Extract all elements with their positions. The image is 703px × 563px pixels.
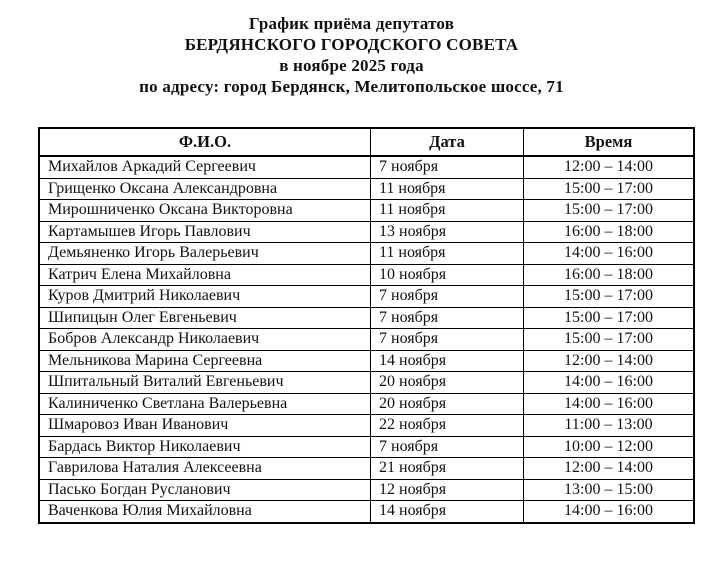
table-row — [39, 458, 694, 480]
date-cell: 7 ноября — [371, 307, 524, 329]
table-row — [39, 479, 694, 501]
title-line-4: по адресу: город Бердянск, Мелитопольское шоссе, 71 — [139, 77, 564, 96]
date-cell: 11 ноября — [371, 178, 524, 200]
title-line-3: в ноябре 2025 года — [279, 56, 424, 75]
table-row — [39, 156, 694, 178]
name-cell: Картамышев Игорь Павлович — [39, 221, 371, 243]
name-cell: Мельникова Марина Сергеевна — [39, 350, 371, 372]
time-cell: 13:00 – 15:00 — [524, 479, 695, 501]
name-cell: Бардась Виктор Николаевич — [39, 436, 371, 458]
table-row — [39, 221, 694, 243]
table-row — [39, 178, 694, 200]
name-cell: Калиниченко Светлана Валерьевна — [39, 393, 371, 415]
date-cell: 11 ноября — [371, 243, 524, 265]
header-fio: Ф.И.О. — [39, 128, 371, 156]
date-cell: 10 ноября — [371, 264, 524, 286]
header-date: Дата — [371, 128, 524, 156]
date-cell: 7 ноября — [371, 156, 524, 178]
time-cell: 16:00 – 18:00 — [524, 221, 695, 243]
date-cell: 22 ноября — [371, 415, 524, 437]
table-row — [39, 200, 694, 222]
table-row — [39, 307, 694, 329]
table-row — [39, 393, 694, 415]
name-cell: Михайлов Аркадий Сергеевич — [39, 156, 371, 178]
name-cell: Грищенко Оксана Александровна — [39, 178, 371, 200]
time-cell: 12:00 – 14:00 — [524, 350, 695, 372]
time-cell: 15:00 – 17:00 — [524, 178, 695, 200]
date-cell: 7 ноября — [371, 286, 524, 308]
date-cell: 12 ноября — [371, 479, 524, 501]
reception-schedule-table — [38, 127, 695, 524]
table-row — [39, 415, 694, 437]
name-cell: Шмаровоз Иван Иванович — [39, 415, 371, 437]
table-body — [39, 156, 694, 523]
name-cell: Куров Дмитрий Николаевич — [39, 286, 371, 308]
time-cell: 14:00 – 16:00 — [524, 372, 695, 394]
date-cell: 20 ноября — [371, 372, 524, 394]
table-row — [39, 350, 694, 372]
name-cell: Бобров Александр Николаевич — [39, 329, 371, 351]
time-cell: 11:00 – 13:00 — [524, 415, 695, 437]
document-title — [0, 13, 703, 97]
name-cell: Пасько Богдан Русланович — [39, 479, 371, 501]
time-cell: 15:00 – 17:00 — [524, 286, 695, 308]
table-row — [39, 264, 694, 286]
header-row — [39, 128, 694, 156]
time-cell: 12:00 – 14:00 — [524, 458, 695, 480]
time-cell: 14:00 – 16:00 — [524, 243, 695, 265]
name-cell: Мирошниченко Оксана Викторовна — [39, 200, 371, 222]
time-cell: 15:00 – 17:00 — [524, 329, 695, 351]
date-cell: 7 ноября — [371, 329, 524, 351]
date-cell: 20 ноября — [371, 393, 524, 415]
time-cell: 16:00 – 18:00 — [524, 264, 695, 286]
date-cell: 13 ноября — [371, 221, 524, 243]
table-row — [39, 436, 694, 458]
time-cell: 14:00 – 16:00 — [524, 393, 695, 415]
title-line-2: БЕРДЯНСКОГО ГОРОДСКОГО СОВЕТА — [184, 35, 519, 54]
time-cell: 12:00 – 14:00 — [524, 156, 695, 178]
date-cell: 21 ноября — [371, 458, 524, 480]
date-cell: 7 ноября — [371, 436, 524, 458]
table-row — [39, 329, 694, 351]
header-time: Время — [524, 128, 695, 156]
time-cell: 15:00 – 17:00 — [524, 200, 695, 222]
date-cell: 14 ноября — [371, 350, 524, 372]
date-cell: 11 ноября — [371, 200, 524, 222]
table-row — [39, 501, 694, 523]
time-cell: 15:00 – 17:00 — [524, 307, 695, 329]
time-cell: 14:00 – 16:00 — [524, 501, 695, 523]
name-cell: Демьяненко Игорь Валерьевич — [39, 243, 371, 265]
name-cell: Катрич Елена Михайловна — [39, 264, 371, 286]
title-line-1: График приёма депутатов — [248, 14, 455, 33]
name-cell: Шпитальный Виталий Евгеньевич — [39, 372, 371, 394]
table-row — [39, 243, 694, 265]
table-row — [39, 372, 694, 394]
name-cell: Ваченкова Юлия Михайловна — [39, 501, 371, 523]
name-cell: Гаврилова Наталия Алексеевна — [39, 458, 371, 480]
date-cell: 14 ноября — [371, 501, 524, 523]
name-cell: Шипицын Олег Евгеньевич — [39, 307, 371, 329]
table-row — [39, 286, 694, 308]
time-cell: 10:00 – 12:00 — [524, 436, 695, 458]
